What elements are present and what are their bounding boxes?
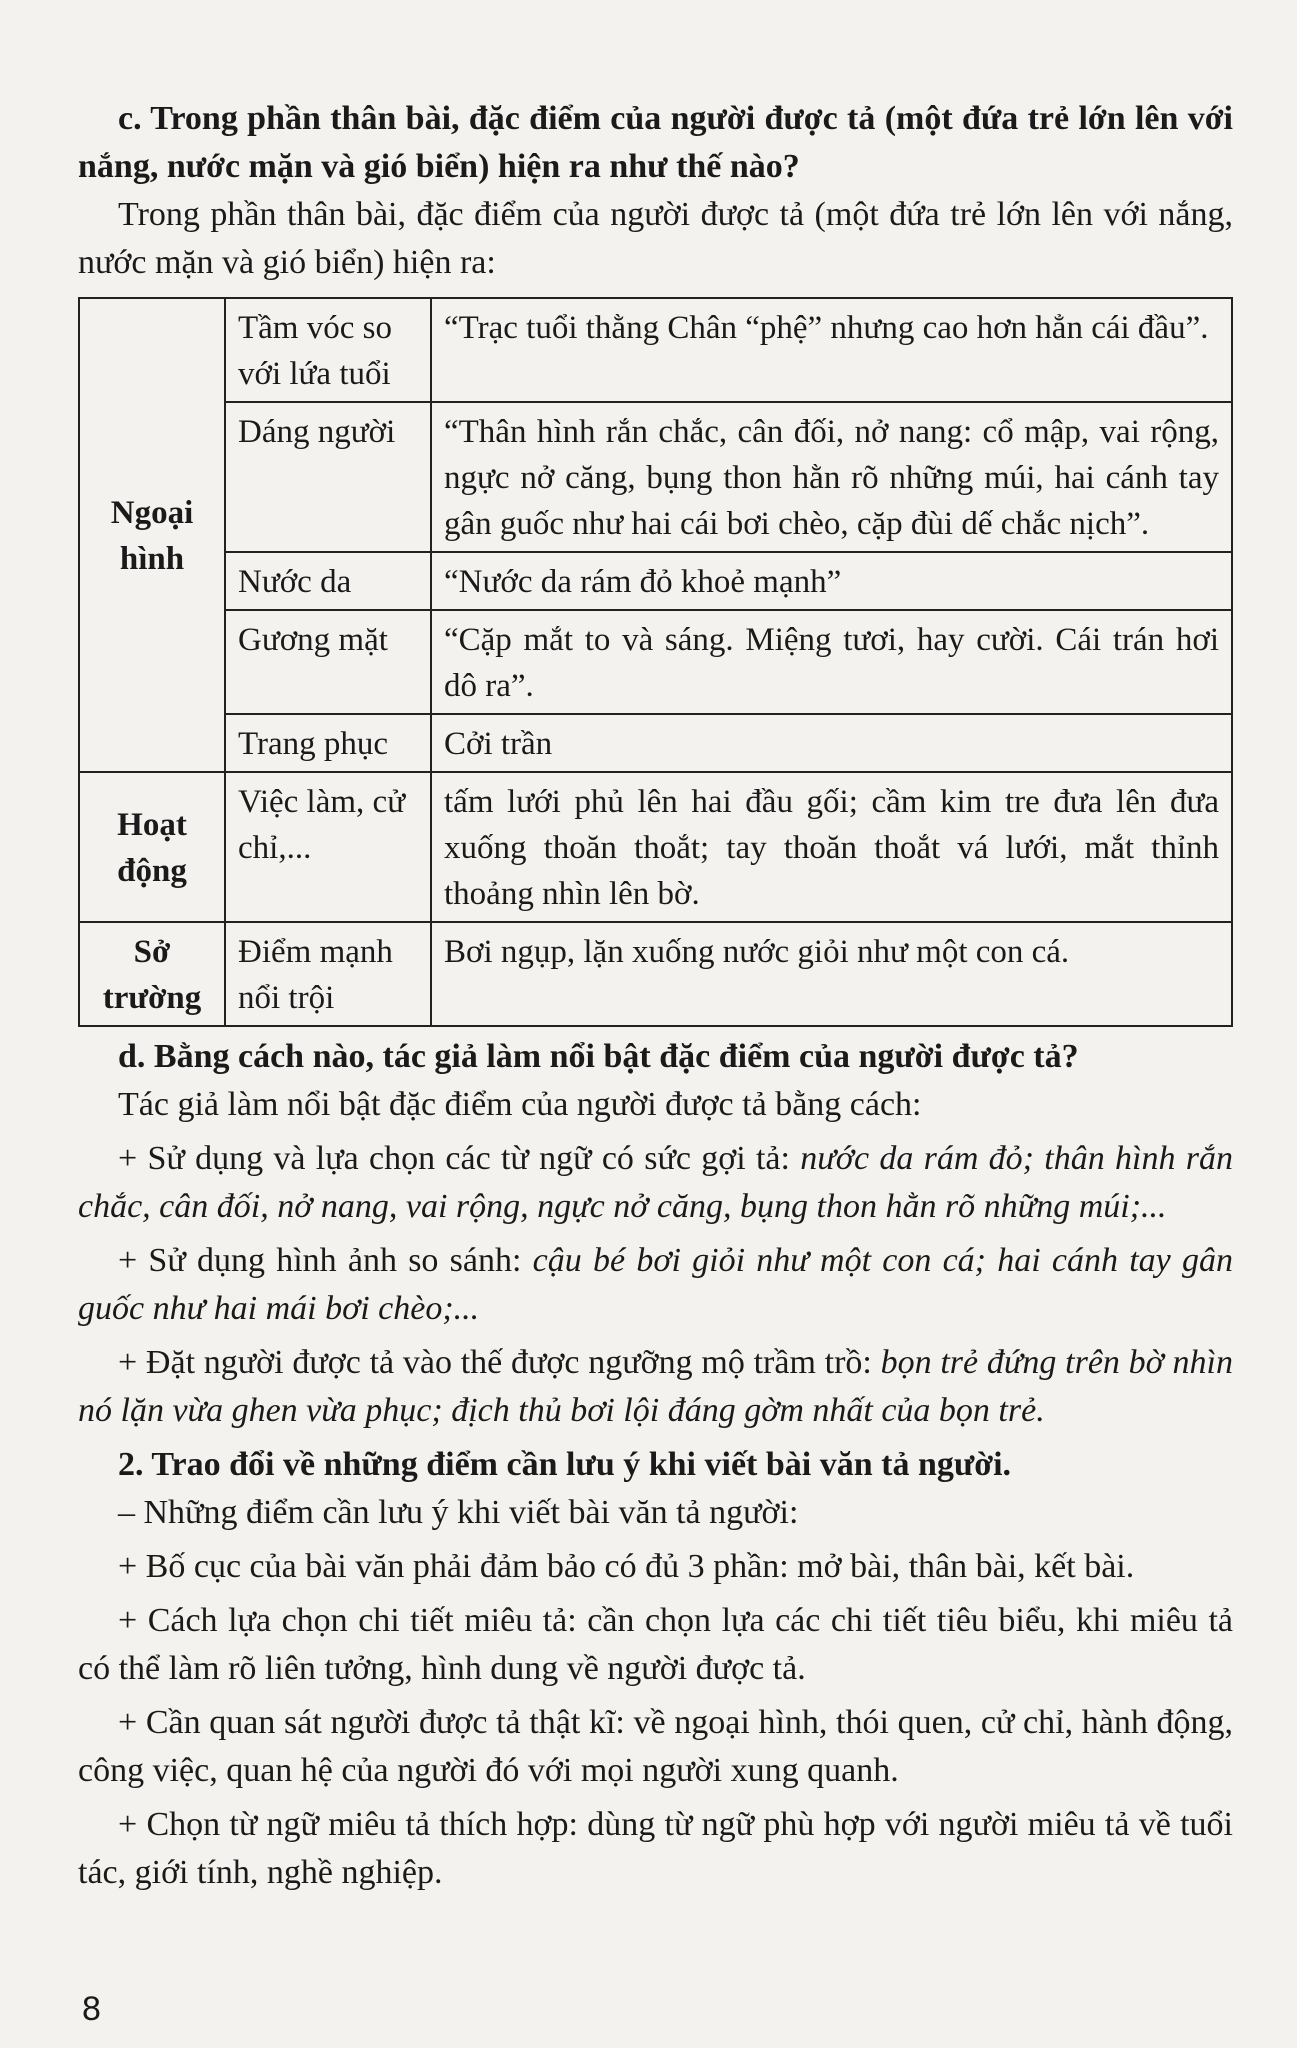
- attr-cell: Gương mặt: [225, 610, 431, 714]
- desc-cell: “Thân hình rắn chắc, cân đối, nở nang: cổ mập, vai rộng, ngực nở căng, bụng thon hằn rõ những múi, hai cánh tay gân guốc như hai cái bơi chèo, cặp đùi dế chắc nịch”.: [431, 402, 1232, 552]
- group-ngoai-hinh: Ngoại hình: [79, 298, 225, 772]
- attr-cell: Tầm vóc so với lứa tuổi: [225, 298, 431, 402]
- note-item: + Cần quan sát người được tả thật kĩ: về ngoại hình, thói quen, cử chỉ, hành động, công việc, quan hệ của người đó với mọi người xung quanh.: [78, 1704, 1233, 1789]
- note-item: + Cách lựa chọn chi tiết miêu tả: cần chọn lựa các chi tiết tiêu biểu, khi miêu tả có thể làm rõ liên tưởng, hình dung về người được tả.: [78, 1602, 1233, 1687]
- desc-cell: “Cặp mắt to và sáng. Miệng tươi, hay cười. Cái trán hơi dô ra”.: [431, 610, 1232, 714]
- method-2: [78, 1237, 1233, 1333]
- desc-cell: Cởi trần: [431, 714, 1232, 772]
- method-3: [78, 1339, 1233, 1435]
- note-item: + Chọn từ ngữ miêu tả thích hợp: dùng từ ngữ phù hợp với người miêu tả về tuổi tác, giới tính, nghề nghiệp.: [78, 1806, 1233, 1891]
- page-number: 8: [82, 1990, 101, 2028]
- method-1: [78, 1135, 1233, 1231]
- desc-cell: tấm lưới phủ lên hai đầu gối; cầm kim tre đưa lên đưa xuống thoăn thoắt; tay thoăn thoắt vá lưới, mắt thỉnh thoảng nhìn lên bờ.: [431, 772, 1232, 922]
- answer-c: Trong phần thân bài, đặc điểm của người được tả (một đứa trẻ lớn lên với nắng, nước mặn và gió biển) hiện ra:: [78, 196, 1233, 281]
- desc-cell: Bơi ngụp, lặn xuống nước giỏi như một con cá.: [431, 922, 1232, 1026]
- question-d: d. Bằng cách nào, tác giả làm nổi bật đặc điểm của người được tả?: [118, 1038, 1079, 1075]
- attr-cell: Điểm mạnh nổi trội: [225, 922, 431, 1026]
- characteristics-table: [78, 297, 1233, 1027]
- answer-d: Tác giả làm nổi bật đặc điểm của người được tả bằng cách:: [118, 1086, 922, 1123]
- page-content: [78, 95, 1233, 1897]
- desc-cell: “Nước da rám đỏ khoẻ mạnh”: [431, 552, 1232, 610]
- group-so-truong: Sở trường: [79, 922, 225, 1026]
- section-2-heading: 2. Trao đổi về những điểm cần lưu ý khi viết bài văn tả người.: [118, 1446, 1012, 1483]
- attr-cell: Việc làm, cử chỉ,...: [225, 772, 431, 922]
- attr-cell: Dáng người: [225, 402, 431, 552]
- method-1-lead: + Sử dụng và lựa chọn các từ ngữ có sức gợi tả:: [118, 1140, 801, 1177]
- group-hoat-dong: Hoạt động: [79, 772, 225, 922]
- attr-cell: Trang phục: [225, 714, 431, 772]
- note-intro: – Những điểm cần lưu ý khi viết bài văn tả người:: [118, 1494, 799, 1531]
- method-3-lead: + Đặt người được tả vào thế được ngưỡng mộ trầm trồ:: [118, 1344, 881, 1381]
- method-2-lead: + Sử dụng hình ảnh so sánh:: [118, 1242, 533, 1279]
- method-3-example: bọn trẻ đứng trên bờ nhìn nó lặn vừa ghen vừa phục; địch thủ bơi lội đáng gờm nhất của bọn trẻ.: [78, 1344, 1233, 1429]
- attr-cell: Nước da: [225, 552, 431, 610]
- method-1-example: nước da rám đỏ; thân hình rắn chắc, cân đối, nở nang, vai rộng, ngực nở căng, bụng thon hằn rõ những múi;...: [78, 1140, 1233, 1225]
- desc-cell: “Trạc tuổi thằng Chân “phệ” nhưng cao hơn hẳn cái đầu”.: [431, 298, 1232, 402]
- method-2-example: cậu bé bơi giỏi như một con cá; hai cánh tay gân guốc như hai mái bơi chèo;...: [78, 1242, 1233, 1327]
- question-c: c. Trong phần thân bài, đặc điểm của người được tả (một đứa trẻ lớn lên với nắng, nước mặn và gió biển) hiện ra như thế nào?: [78, 100, 1233, 185]
- note-item: + Bố cục của bài văn phải đảm bảo có đủ 3 phần: mở bài, thân bài, kết bài.: [118, 1548, 1135, 1585]
